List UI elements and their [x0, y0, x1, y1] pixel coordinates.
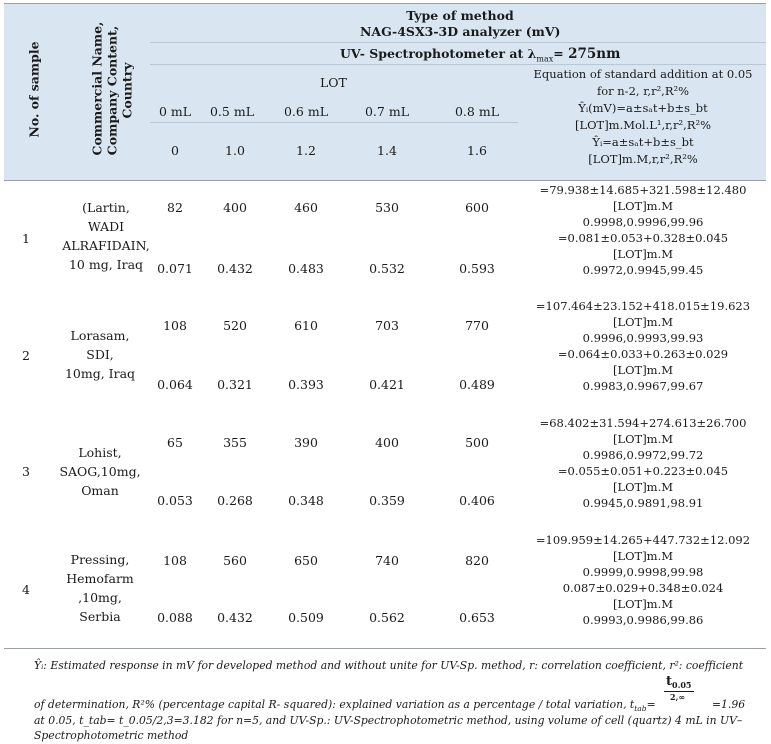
row-3-uv-1: 0.268 [217, 493, 253, 508]
row-4-name-line: ,10mg, [78, 590, 122, 605]
row-2-uv-4: 0.489 [459, 377, 495, 392]
eq-line: =68.402±31.594+274.613±26.700 [539, 416, 747, 430]
row-4-uv-3: 0.562 [369, 610, 405, 625]
row-3-uv-3: 0.359 [369, 493, 405, 508]
eq-form-mv: Ŷᵢ(mV)=a±sₐt+b±s_bt [578, 101, 708, 115]
eq-line: 0.9983,0.9967,99.67 [582, 379, 704, 393]
eq-line: [LOT]m.M [612, 315, 674, 329]
row-1-name-line: 10 mg, Iraq [68, 257, 144, 272]
eq-form-uv: Ŷᵢ=a±sₐt+b±s_bt [592, 135, 694, 149]
row-1-uv-1: 0.432 [217, 261, 253, 276]
row-2-uv-3: 0.421 [369, 377, 405, 392]
row-1-name [56, 198, 156, 274]
row-4-uv-2: 0.509 [288, 610, 324, 625]
eq-line: =0.081±0.053+0.328±0.045 [557, 231, 729, 245]
header-rule-3 [150, 122, 518, 123]
row-3-uv-0: 0.053 [157, 493, 193, 508]
col-sample-header: No. of sample [26, 41, 42, 138]
row-2-name-line: 10mg, Iraq [64, 366, 136, 381]
row-1-name-line: WADI [87, 219, 125, 234]
table-bottom-border [4, 648, 766, 649]
eq-line: [LOT]m.M [612, 480, 674, 494]
header-type-of-method: Type of method [406, 8, 514, 23]
eq-line: [LOT]m.M [612, 199, 674, 213]
row-2-name-line: Lorasam, [70, 328, 130, 343]
eq-line: =0.064±0.033+0.263±0.029 [557, 347, 729, 361]
eq-line: 0.087±0.029+0.348±0.024 [562, 581, 724, 595]
col-commercial-line-2: Company Content, [104, 25, 120, 156]
row-2-uv-0: 0.064 [157, 377, 193, 392]
footnote-line-3: at 0.05, t_tab= t_0.05/2,3=3.182 for n=5, and UV-Sp.: UV-Spectrophotometric method, using volume of cell (quartz) 4 mL in UV– [34, 714, 743, 727]
row-4-equations [520, 532, 766, 628]
footnote-line-4: Spectrophotometric method [34, 729, 189, 742]
uv-vol-3: 1.4 [377, 143, 397, 158]
eq-line: [LOT]m.M [612, 432, 674, 446]
row-4-name-line: Pressing, [70, 552, 130, 567]
eq-line: 0.9998,0.9996,99.96 [582, 215, 704, 229]
eq-line: 0.9993,0.9986,99.86 [582, 613, 704, 627]
vol-4: 0.8 mL [454, 104, 499, 119]
row-4-mv-3: 740 [375, 553, 399, 568]
eq-form-uv-2: [LOT]m.M,r,r²,R²% [588, 152, 698, 166]
vol-0: 0 mL [158, 104, 192, 119]
eq-line: 0.9972,0.9945,99.45 [582, 263, 704, 277]
header-rule-2 [150, 64, 766, 65]
row-1-mv-2: 460 [294, 200, 318, 215]
row-3-mv-1: 355 [223, 435, 247, 450]
row-1-mv-1: 400 [223, 200, 247, 215]
row-1-uv-3: 0.532 [369, 261, 405, 276]
row-1-mv-3: 530 [375, 200, 399, 215]
row-4-name [50, 550, 150, 626]
uv-wavelength: 275nm [568, 46, 621, 62]
row-2-equations [520, 298, 766, 394]
row-4-uv-0: 0.088 [157, 610, 193, 625]
row-4-uv-4: 0.653 [459, 610, 495, 625]
header-bottom-border [4, 180, 766, 181]
t-critical-fraction [664, 676, 694, 703]
row-3-equations [520, 415, 766, 511]
row-2-mv-1: 520 [223, 318, 247, 333]
eq-line: [LOT]m.M [612, 549, 674, 563]
footnote-sub: tab [634, 704, 647, 714]
uv-vol-2: 1.2 [296, 143, 316, 158]
frac-inf: ,∞ [675, 692, 686, 702]
row-2-mv-2: 610 [294, 318, 318, 333]
uv-method-sub: max [536, 54, 554, 64]
eq-line: [LOT]m.M [612, 363, 674, 377]
col-commercial-line-3: Country [119, 62, 135, 119]
eq-line: 0.9996,0.9993,99.93 [582, 331, 704, 345]
row-4-no: 4 [22, 582, 30, 597]
row-3-mv-3: 400 [375, 435, 399, 450]
row-1-name-line: ALRAFIDAIN, [62, 238, 150, 253]
row-2-uv-1: 0.321 [217, 377, 253, 392]
footnote-line-1: Ŷᵢ: Estimated response in mV for developed method and without unite for UV-Sp. method, r: correlation coefficient, r²: coefficient [34, 659, 744, 672]
header-analyzer: NAG-4SX3-3D analyzer (mV) [360, 24, 561, 39]
row-3-uv-2: 0.348 [288, 493, 324, 508]
eq-line: [LOT]m.M [612, 247, 674, 261]
row-1-no: 1 [22, 231, 30, 246]
row-3-name-line: SAOG,10mg, [59, 464, 141, 479]
row-3-name-line: Oman [81, 483, 119, 498]
row-3-name [50, 443, 150, 500]
equation-header [520, 66, 766, 168]
row-3-name-line: Lohist, [78, 445, 122, 460]
header-uv-method [340, 46, 620, 64]
header-rule-1 [150, 42, 766, 43]
vol-3: 0.7 mL [364, 104, 409, 119]
uv-vol-4: 1.6 [467, 143, 487, 158]
row-2-no: 2 [22, 348, 30, 363]
row-1-name-line: (Lartin, [82, 200, 130, 215]
eq-line: [LOT]m.M [612, 597, 674, 611]
eq-line: 0.9986,0.9972,99.72 [582, 448, 704, 462]
row-4-uv-1: 0.432 [217, 610, 253, 625]
eq-line: 0.9945,0.9891,98.91 [582, 496, 704, 510]
row-3-mv-0: 65 [167, 435, 183, 450]
footnote-value: =1.96 [712, 698, 746, 711]
row-3-mv-4: 500 [465, 435, 489, 450]
uv-vol-0: 0 [171, 143, 179, 158]
eq-line: 0.9999,0.9998,99.98 [582, 565, 704, 579]
row-1-uv-0: 0.071 [157, 261, 193, 276]
eq-title-2: for n-2, r,r²,R²% [596, 84, 690, 98]
row-2-name [50, 326, 150, 383]
row-4-mv-1: 560 [223, 553, 247, 568]
eq-title: Equation of standard addition at 0.05 [533, 67, 753, 81]
row-2-name-line: SDI, [86, 347, 114, 362]
eq-line: =0.055±0.051+0.223±0.045 [557, 464, 729, 478]
frac-numerator: t [666, 674, 673, 689]
eq-line: =107.464±23.152+418.015±19.623 [535, 299, 751, 313]
eq-line: =79.938±14.685+321.598±12.480 [539, 183, 747, 197]
frac-denominator: 2 [670, 692, 676, 702]
col-commercial-line-1: Commercial Name, [89, 21, 105, 156]
uv-method-label: UV- Spectrophotometer at λ [340, 46, 537, 61]
uv-method-eq: = [553, 46, 564, 61]
vol-2: 0.6 mL [283, 104, 328, 119]
vol-1: 0.5 mL [209, 104, 254, 119]
row-3-uv-4: 0.406 [459, 493, 495, 508]
row-2-mv-0: 108 [163, 318, 187, 333]
row-2-mv-3: 703 [375, 318, 399, 333]
eq-form-mv-2: [LOT]m.Mol.L¹,r,r²,R²% [574, 118, 712, 132]
footnote-text: = [646, 698, 656, 711]
col-commercial-header [89, 21, 135, 156]
row-1-uv-2: 0.483 [288, 261, 324, 276]
row-1-mv-0: 82 [167, 200, 183, 215]
uv-vol-1: 1.0 [225, 143, 245, 158]
row-4-mv-2: 650 [294, 553, 318, 568]
row-4-mv-0: 108 [163, 553, 187, 568]
row-2-mv-4: 770 [465, 318, 489, 333]
row-1-equations [520, 182, 766, 278]
row-1-mv-4: 600 [465, 200, 489, 215]
row-2-uv-2: 0.393 [288, 377, 324, 392]
row-4-name-line: Hemofarm [66, 571, 134, 586]
row-4-name-line: Serbia [79, 609, 121, 624]
frac-numerator-sub: 0.05 [672, 680, 692, 690]
row-1-uv-4: 0.593 [459, 261, 495, 276]
lot-label: LOT [320, 75, 347, 90]
footnote-text: of determination, R²% (percentage capital R- squared): explained variation as a percentage / total variation, t [34, 698, 635, 711]
row-4-mv-4: 820 [465, 553, 489, 568]
eq-line: =109.959±14.265+447.732±12.092 [535, 533, 751, 547]
row-3-no: 3 [22, 464, 30, 479]
row-3-mv-2: 390 [294, 435, 318, 450]
